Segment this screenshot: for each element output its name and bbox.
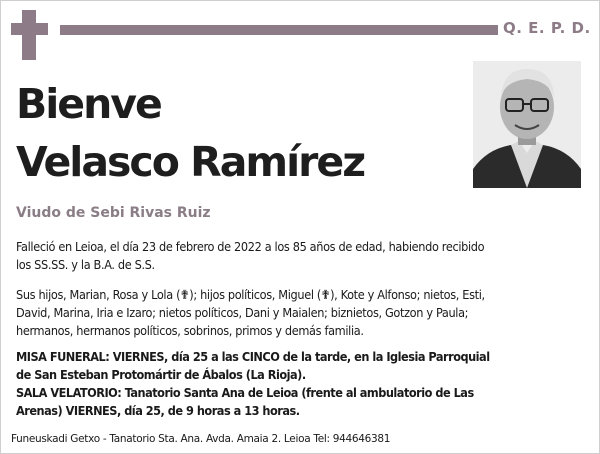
- widower-subtitle: Viudo de Sebi Rivas Ruiz: [16, 205, 211, 221]
- portrait-photo: [473, 61, 581, 188]
- funeral-home-footer: Funeuskadi Getxo - Tanatorio Sta. Ana. Avda. Amaia 2. Leioa Tel: 944646381: [11, 433, 391, 445]
- text-line: Sus hijos, Marian, Rosa y Lola (✟); hijos políticos, Miguel (✟), Kote y Alfonso; nietos, Esti,: [16, 287, 485, 302]
- text-line: SALA VELATORIO: Tanatorio Santa Ana de Leioa (frente al ambulatorio de Las: [16, 385, 474, 400]
- cross-icon: [22, 10, 36, 60]
- text-line: MISA FUNERAL: VIERNES, día 25 a las CINCO de la tarde, en la Iglesia Parroquial: [16, 349, 490, 364]
- family-paragraph: [16, 286, 584, 340]
- qepd-label: Q. E. P. D.: [503, 19, 591, 37]
- deceased-first-name: Bienve: [16, 80, 161, 128]
- text-line: David, Marina, Iria e Izaro; nietos políticos, Dani y Maialen; biznietos, Gotzon y Paula;: [16, 305, 469, 320]
- deceased-surnames: Velasco Ramírez: [16, 138, 365, 186]
- portrait-image: [473, 61, 581, 188]
- text-line: de San Esteban Protomártir de Ábalos (La Rioja).: [16, 367, 306, 382]
- text-line: los SS.SS. y la B.A. de S.S.: [16, 257, 155, 272]
- cross-icon-bar: [11, 23, 48, 35]
- text-line: Falleció en Leioa, el día 23 de febrero de 2022 a los 85 años de edad, habiendo recibido: [16, 239, 485, 254]
- text-line: Arenas) VIERNES, día 25, de 9 horas a 13 horas.: [16, 403, 300, 418]
- death-notice-paragraph: [16, 238, 584, 274]
- funeral-details-paragraph: [16, 348, 584, 420]
- text-line: hermanos, hermanos políticos, sobrinos, primos y demás familia.: [16, 323, 364, 338]
- header-rule: [60, 25, 498, 35]
